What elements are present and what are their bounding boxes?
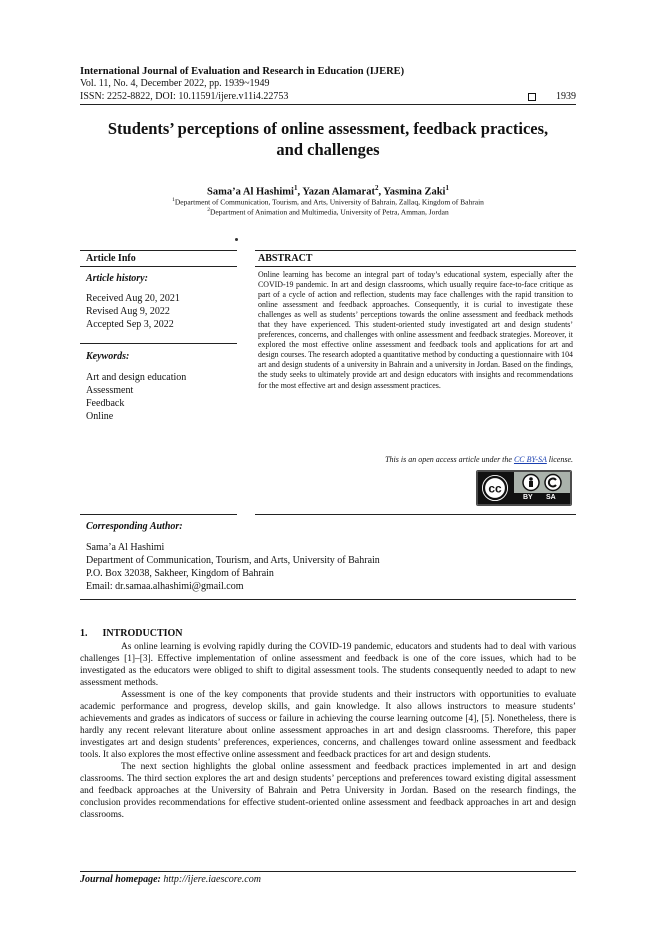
- author-2-aff: 2: [374, 184, 379, 192]
- keyword-item: Online: [86, 411, 114, 422]
- cc-by-label: BY: [523, 494, 533, 501]
- corresponding-email: Email: dr.samaa.alhashimi@gmail.com: [86, 581, 244, 592]
- received-date: Received Aug 20, 2021: [86, 293, 180, 304]
- corresponding-top-rule-right: [255, 514, 576, 515]
- affiliation-2: [80, 207, 576, 217]
- info-top-rule: [80, 250, 237, 251]
- license-suffix: license.: [546, 455, 573, 464]
- intro-paragraph-2: Assessment is one of the key components that provide students and their instructors with opportunities to evaluate academic performance and progress, develop skills, and gain knowledge. It also allows instructors to measure students’ achievements and grades as indicators of success or failure in achieving the course learning outcome [4], [5]. Nonetheless, there is hardly any recent relevant literature about online assessment approaches in art and design classrooms. Therefore, this paper investigates art and design students’ preferences, experiences, concerns, and challenges toward online assessment and feedback tools. It also explores the most effective online assessment and feedback practices for art and design students.: [80, 690, 576, 760]
- article-info-heading: Article Info: [86, 253, 136, 264]
- section-heading: 1. INTRODUCTION: [80, 628, 183, 639]
- revised-date: Revised Aug 9, 2022: [86, 306, 170, 317]
- svg-text:cc: cc: [488, 481, 502, 496]
- keywords-label: Keywords:: [86, 351, 130, 362]
- history-label: Article history:: [86, 273, 148, 284]
- history-dates: [86, 292, 180, 331]
- keyword-item: Feedback: [86, 398, 125, 409]
- license-prefix: This is an open access article under the: [385, 455, 514, 464]
- page-number-block: [528, 91, 576, 102]
- abstract-top-rule: [255, 250, 576, 251]
- author-list: Sama’a Al Hashimi$^1$, Yazan Alamarat$^2$, Yasmina Zaki$^1$: [207, 184, 449, 198]
- license-statement: [258, 455, 573, 464]
- keyword-item: Art and design education: [86, 372, 187, 383]
- corresponding-label: Corresponding Author:: [86, 521, 183, 532]
- author-2: Yazan Alamarat: [302, 186, 375, 198]
- affiliation-1-text: Department of Communication, Tourism, and Arts, University of Bahrain, Zallaq, Kingdom of Bahrain: [174, 197, 484, 207]
- author-1: Sama’a Al Hashimi: [207, 186, 294, 198]
- license-link[interactable]: CC BY-SA: [513, 455, 547, 464]
- page-number: 1939: [556, 91, 576, 102]
- journal-name: International Journal of Evaluation and Research in Education (IJERE): [80, 66, 405, 77]
- cc-sa-label: SA: [546, 494, 556, 501]
- cc-by-sa-badge[interactable]: [476, 470, 572, 506]
- corresponding-bottom-rule: [80, 599, 576, 600]
- info-mid-rule: [80, 343, 237, 344]
- issn-doi: ISSN: 2252-8822, DOI: 10.11591/ijere.v11i4.22753: [80, 91, 289, 102]
- decorative-dot: [235, 238, 238, 241]
- author-3-aff: 1: [445, 184, 449, 192]
- affiliation-2-sup: 2: [207, 207, 211, 213]
- corresponding-name: Sama’a Al Hashimi: [86, 542, 165, 553]
- affiliation-1-sup: 1: [172, 197, 175, 203]
- abstract-text: Online learning has become an integral part of today’s educational system, especially after the COVID-19 pandemic. In art and design classrooms, which usually require face-to-face critique as part of a cycle of action and reflection, students may face challenges with the rapid transition to online assessment and feedback approaches. Consequently, it is curial to investigate these challenges as well as students’ perceptions towards the online assessment and feedback methods that they have experienced. This student-oriented study investigated art and design students’ preferences, concerns, and challenges with online assessment and feedback strategies. Moreover, it explored the most effective online assessment and feedback tools and applications for art and design courses. The research adopted a quantitative method by conducting a questionnaire with 104 art and design students of a university in Bahrain and a university in Jordan. Based on the findings, the study seeks to ultimately provide art and design educators with insights and recommendations for the most effective art and design assessment practices.: [258, 270, 573, 390]
- affiliation-2-text: Department of Animation and Multimedia, University of Petra, Amman, Jordan: [210, 207, 449, 217]
- homepage-url[interactable]: http://ijere.iaescore.com: [163, 874, 261, 885]
- intro-body: [80, 641, 576, 821]
- corresponding-address: P.O. Box 32038, Sakheer, Kingdom of Bahrain: [86, 568, 274, 579]
- info-heading-rule: [80, 266, 237, 267]
- accepted-date: Accepted Sep 3, 2022: [86, 319, 174, 330]
- square-icon: [528, 93, 536, 101]
- title-line-1: Students’ perceptions of online assessment, feedback practices,: [107, 119, 549, 138]
- abstract-heading-rule: [255, 266, 576, 267]
- homepage-label: Journal homepage: [80, 874, 158, 885]
- journal-homepage: Journal homepage: http://ijere.iaescore.com: [80, 874, 261, 885]
- keyword-list: [86, 371, 186, 423]
- author-1-aff: 1: [293, 184, 298, 192]
- corresponding-details: [86, 541, 380, 593]
- author-3: Yasmina Zaki: [383, 186, 446, 198]
- title-line-2: and challenges: [276, 140, 380, 159]
- corresponding-dept: Department of Communication, Tourism, and Arts, University of Bahrain: [86, 555, 380, 566]
- corresponding-top-rule: [80, 514, 237, 515]
- abstract-heading: ABSTRACT: [258, 253, 313, 264]
- footer-rule: [80, 871, 576, 872]
- keyword-item: Assessment: [86, 385, 134, 396]
- intro-paragraph-1: As online learning is evolving rapidly during the COVID-19 pandemic, educators and students had to deal with various challenges [1]–[3]. Effective implementation of online assessment and feedback is one of the core issues, which had to be investigated as the educators were obliged to shift to digital assessment tools. The students consequently needed to adapt to new assessment methods.: [80, 642, 576, 688]
- volume-line: Vol. 11, No. 4, December 2022, pp. 1939~1949: [80, 78, 270, 89]
- intro-paragraph-3: The next section highlights the global online assessment and feedback practices implemented in art and design classrooms. The third section explores the art and design students’ perceptions and preferences toward existing digital assessment and feedback approaches at the University of Bahrain and Petra University in Jordan. Based on the research findings, the conclusion provides recommendations for effective student-oriented online assessment and feedback approaches in art and design classrooms.: [80, 762, 576, 820]
- header-divider: [80, 104, 576, 105]
- paper-title: [80, 118, 576, 160]
- affiliation-1: [80, 197, 576, 207]
